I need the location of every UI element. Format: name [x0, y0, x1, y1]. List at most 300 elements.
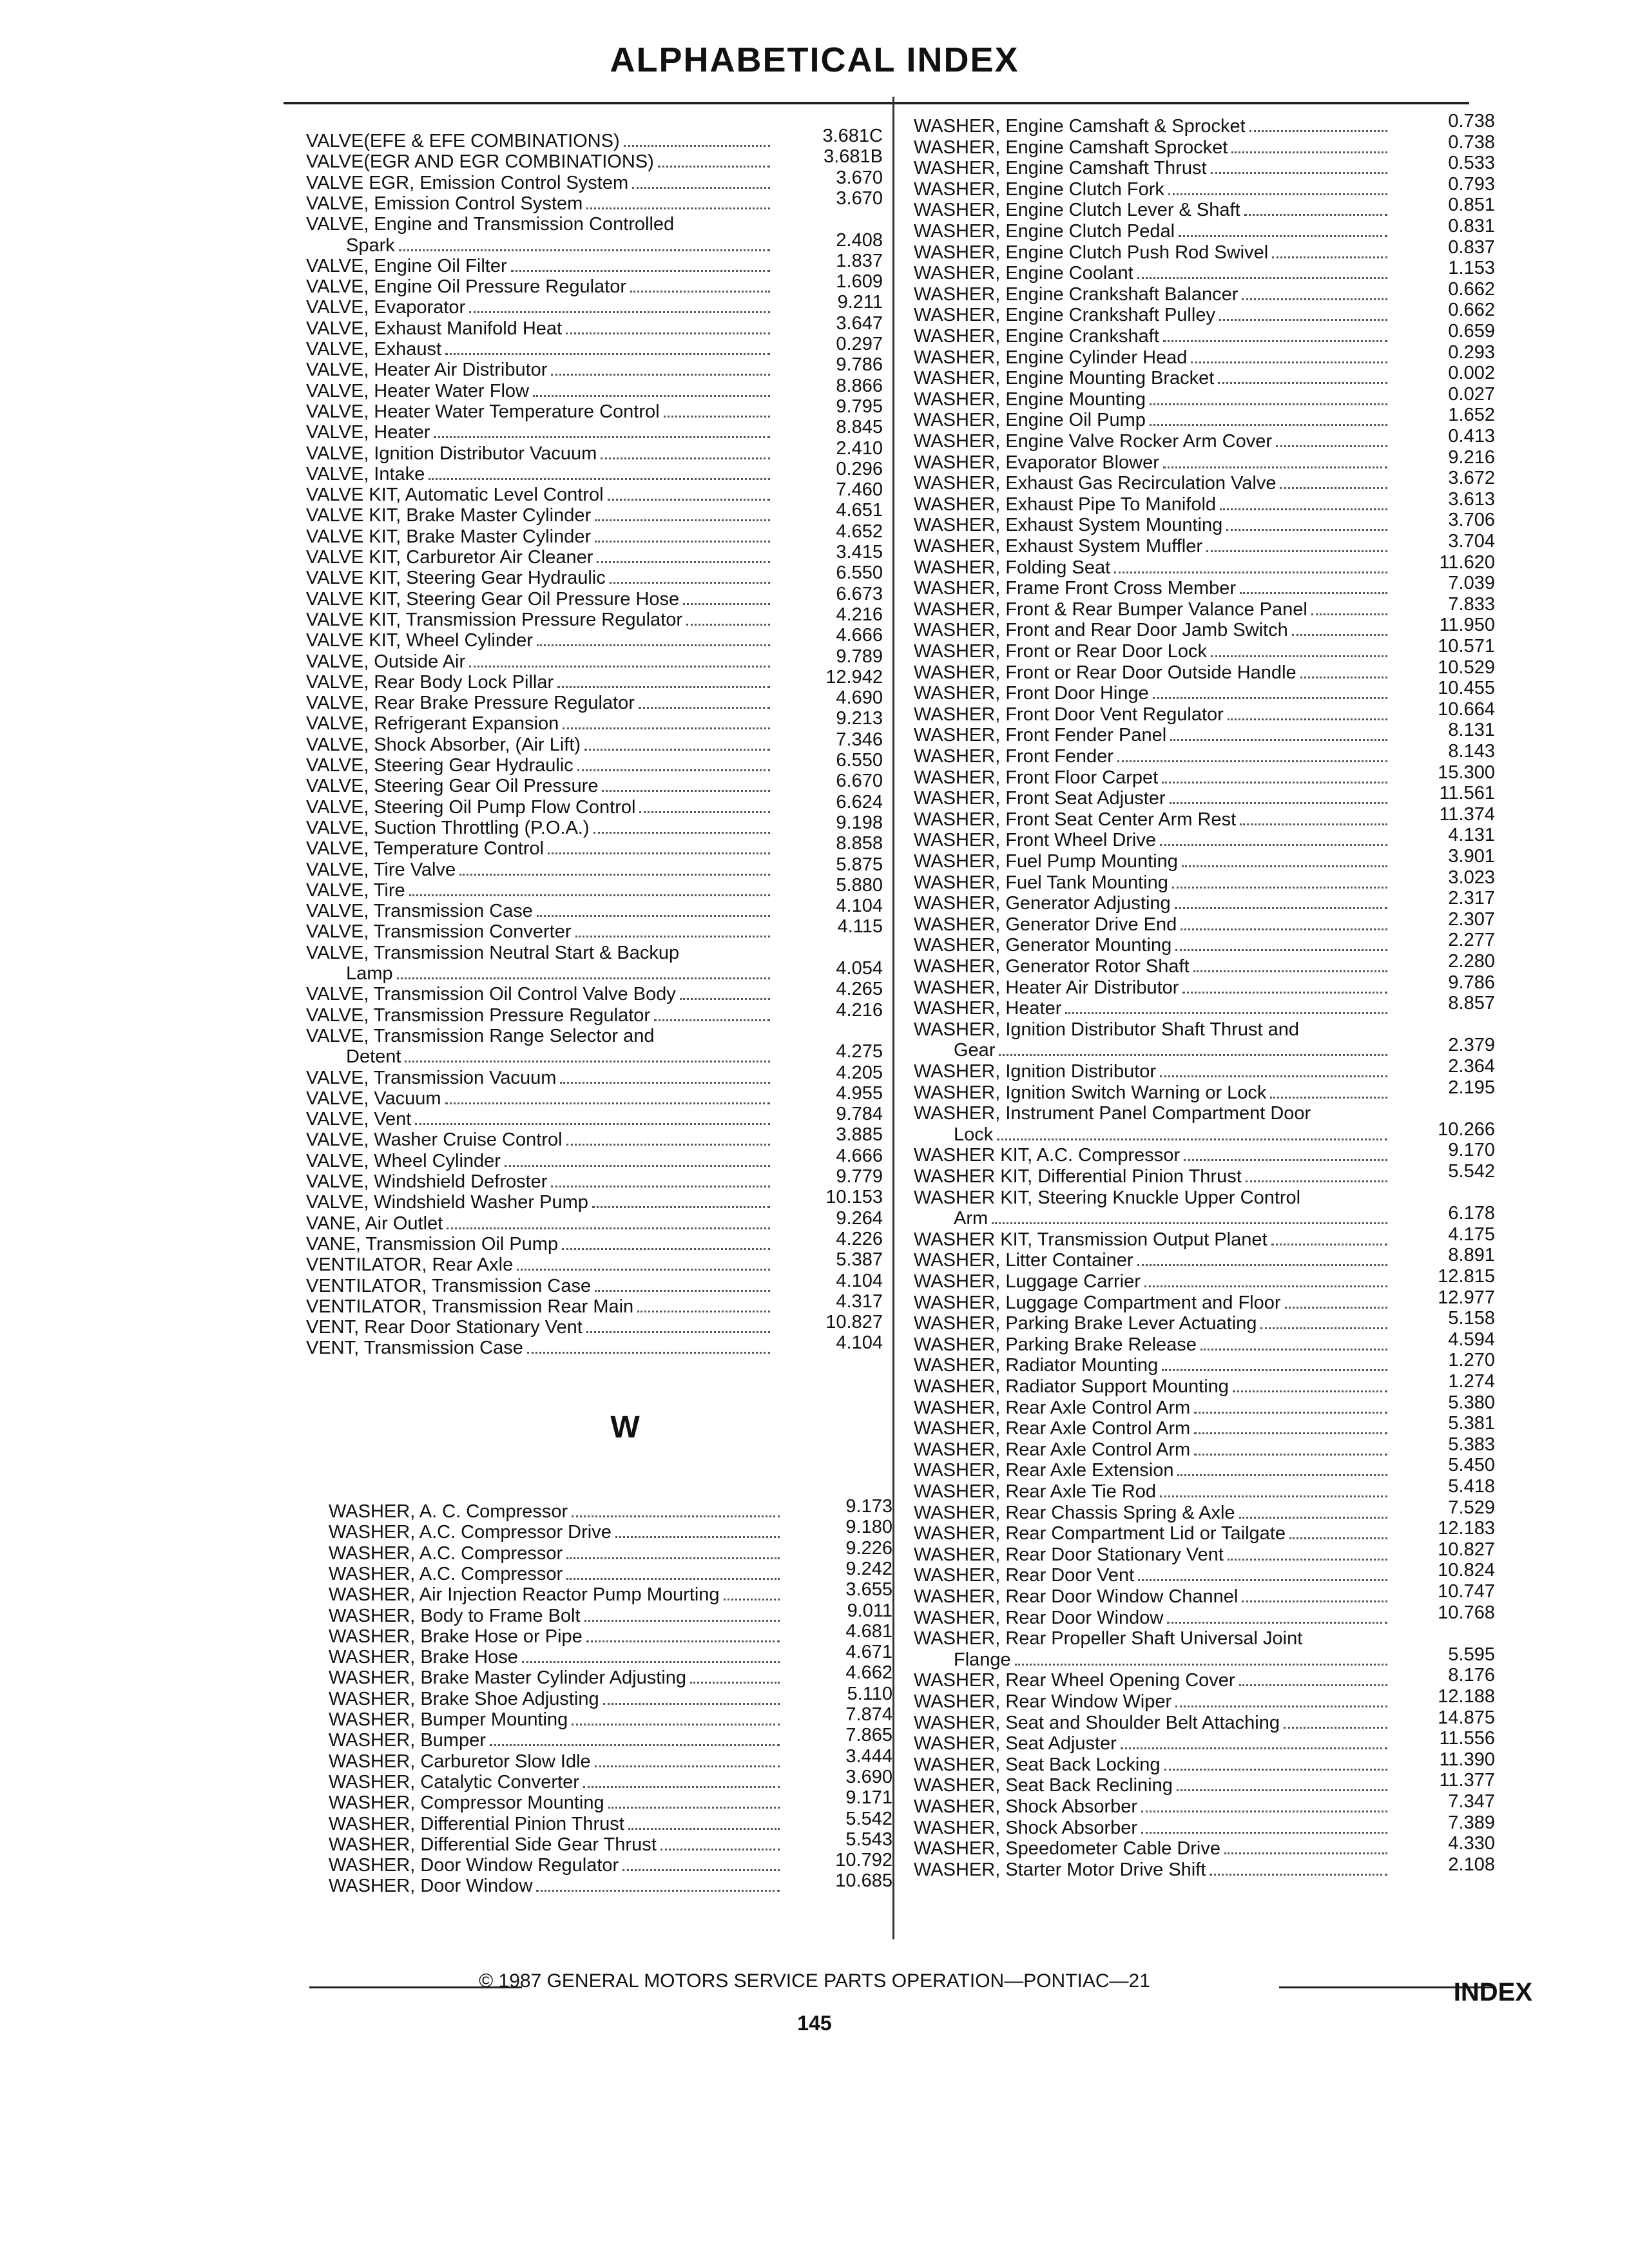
- dot-leader: [639, 811, 770, 813]
- dot-leader: [1289, 1537, 1387, 1539]
- index-entry-name: VALVE, Refrigerant Expansion: [306, 713, 559, 735]
- index-entry-name: VALVE, Heater Air Distributor: [306, 360, 548, 381]
- index-page-ref: 9.170: [1448, 1140, 1495, 1161]
- dot-leader: [566, 1144, 770, 1146]
- index-page-ref: 8.845: [836, 417, 883, 438]
- index-page-ref: 3.885: [836, 1124, 883, 1146]
- index-entry: [306, 1109, 770, 1130]
- index-page-ref: 4.275: [836, 1041, 883, 1062]
- index-entry-name: WASHER, Radiator Support Mounting: [914, 1376, 1229, 1397]
- dot-leader: [445, 1102, 770, 1104]
- dot-leader: [584, 1620, 780, 1622]
- dot-leader: [583, 1786, 780, 1788]
- index-entry: [914, 1313, 1387, 1334]
- index-entry: [306, 963, 770, 985]
- index-entry-name: VALVE KIT, Automatic Level Control: [306, 485, 604, 506]
- index-entry: [914, 935, 1387, 956]
- dot-leader: [660, 1849, 780, 1850]
- dot-leader: [517, 1269, 770, 1271]
- index-entry-name: WASHER, Engine Camshaft Sprocket: [914, 137, 1228, 158]
- index-entry-name: WASHER, Brake Hose: [329, 1647, 518, 1668]
- index-page-ref: 7.460: [836, 479, 883, 501]
- index-page-ref: 4.671: [845, 1642, 892, 1663]
- index-entry-continuation: Gear: [954, 1040, 996, 1061]
- dot-leader: [602, 790, 770, 792]
- index-entry: [329, 1751, 780, 1773]
- index-entry: [914, 242, 1387, 264]
- dot-leader: [997, 1139, 1387, 1140]
- index-entry: [306, 713, 770, 735]
- dot-leader: [624, 145, 770, 147]
- dot-leader: [1162, 782, 1387, 783]
- index-page-ref: 10.747: [1438, 1581, 1495, 1602]
- index-entry: [914, 1208, 1387, 1229]
- index-entry-name: VENT, Rear Door Stationary Vent: [306, 1317, 583, 1338]
- index-entry-name: VANE, Air Outlet: [306, 1213, 443, 1234]
- dot-leader: [1172, 887, 1387, 889]
- index-entry-name: VALVE, Rear Body Lock Pillar: [306, 671, 554, 693]
- dot-leader: [608, 499, 770, 501]
- index-entry: [306, 547, 770, 568]
- index-page-ref: 3.706: [1448, 510, 1495, 531]
- index-page-ref: 9.211: [837, 292, 883, 313]
- index-page-ref: 7.529: [1448, 1497, 1495, 1518]
- index-page-ref: 11.390: [1439, 1749, 1495, 1770]
- index-entry: [306, 610, 770, 631]
- index-entry-name: VALVE, Windshield Defroster: [306, 1171, 548, 1192]
- index-entry: [914, 599, 1387, 620]
- dot-leader: [1270, 1097, 1387, 1099]
- index-entry-name: VANE, Transmission Oil Pump: [306, 1233, 559, 1254]
- index-entry: [914, 1124, 1387, 1146]
- dot-leader: [584, 749, 770, 751]
- index-entry-name: WASHER, Rear Door Window Channel: [914, 1586, 1239, 1607]
- index-entry: [914, 452, 1387, 474]
- index-entry: [914, 578, 1387, 599]
- index-entry-name: WASHER, Shock Absorber: [914, 1817, 1138, 1838]
- index-entry-name: WASHER, Rear Window Wiper: [914, 1691, 1172, 1712]
- dot-leader: [1141, 1811, 1387, 1812]
- index-entry-name: WASHER, Front and Rear Door Jamb Switch: [914, 620, 1288, 641]
- index-entry-continuation: Spark: [346, 235, 395, 256]
- index-entry-name: WASHER, Generator Rotor Shaft: [914, 956, 1190, 977]
- index-entry-name: VALVE, Steering Oil Pump Flow Control: [306, 796, 636, 818]
- index-page-ref: 4.666: [836, 625, 883, 646]
- index-page-ref: 0.296: [836, 458, 883, 479]
- index-entry-name: WASHER, Front Door Hinge: [914, 683, 1149, 704]
- index-page-ref: 12.815: [1438, 1266, 1495, 1287]
- index-entry-name: WASHER, Door Window: [329, 1876, 533, 1897]
- index-entry: [306, 297, 770, 318]
- index-entry: [914, 977, 1387, 999]
- dot-leader: [610, 582, 770, 584]
- dot-leader: [1210, 1874, 1387, 1876]
- index-page-ref: 3.670: [836, 187, 883, 209]
- dot-leader: [1175, 907, 1387, 909]
- index-entry-name: VALVE, Emission Control System: [306, 193, 583, 214]
- dot-leader: [1164, 1769, 1387, 1771]
- index-entry-name: WASHER, Engine Coolant: [914, 263, 1133, 284]
- dot-leader: [537, 644, 770, 646]
- index-entry-name: WASHER, Differential Side Gear Thrust: [329, 1834, 657, 1855]
- index-entry: [914, 641, 1387, 662]
- index-entry-name: VALVE KIT, Brake Master Cylinder: [306, 526, 592, 547]
- index-page-ref: 5.418: [1448, 1476, 1495, 1497]
- index-entry: [306, 276, 770, 298]
- index-page-ref: 0.831: [1448, 216, 1495, 236]
- index-page-ref: 1.609: [836, 271, 883, 293]
- dot-leader: [1121, 1747, 1387, 1749]
- dot-leader: [409, 894, 770, 896]
- index-entry-name: VALVE, Transmission Pressure Regulator: [306, 1004, 651, 1026]
- index-entry-name: WASHER, Rear Axle Control Arm: [914, 1397, 1191, 1418]
- dot-leader: [1246, 1180, 1387, 1182]
- index-entry-name: WASHER, Rear Axle Control Arm: [914, 1439, 1191, 1460]
- index-entry-name: WASHER, Litter Container: [914, 1250, 1133, 1271]
- dot-leader: [490, 1744, 780, 1746]
- index-page-ref: 3.415: [836, 542, 883, 562]
- index-entry-name: VALVE, Heater Water Flow: [306, 380, 529, 401]
- index-entry-name: VALVE, Washer Cruise Control: [306, 1129, 563, 1151]
- index-page-ref: 11.620: [1439, 552, 1495, 573]
- index-entry: [306, 776, 770, 797]
- index-page-ref: 15.300: [1438, 762, 1495, 783]
- index-page-ref: 9.011: [847, 1600, 892, 1621]
- dot-leader: [1160, 844, 1387, 846]
- index-entry-name: WASHER, Engine Crankshaft Pulley: [914, 305, 1215, 326]
- index-entry: [306, 672, 770, 693]
- dot-leader: [429, 478, 770, 480]
- index-page-ref: 1.153: [1448, 258, 1495, 279]
- index-entry-name: WASHER, Fuel Tank Mounting: [914, 872, 1168, 893]
- index-entry: [329, 1584, 780, 1606]
- index-page-ref: 9.226: [845, 1537, 892, 1559]
- index-page-ref: 9.789: [836, 646, 883, 667]
- section-letter: W: [610, 1410, 640, 1445]
- index-page-ref: 2.364: [1448, 1056, 1495, 1077]
- index-entry-name: VALVE KIT, Wheel Cylinder: [306, 630, 533, 651]
- index-entry: [306, 422, 770, 443]
- index-entry-name: VALVE, Temperature Control: [306, 838, 545, 860]
- index-entry-name: VALVE, Transmission Oil Control Valve Body: [306, 984, 676, 1005]
- index-page-ref: 8.891: [1448, 1245, 1495, 1266]
- dot-leader: [1167, 1622, 1387, 1624]
- index-entry-name: WASHER, Front Fender Panel: [914, 725, 1167, 746]
- index-page-ref: 7.039: [1448, 573, 1495, 594]
- index-entry: [914, 431, 1387, 452]
- index-entry-name: WASHER, Catalytic Converter: [329, 1771, 579, 1792]
- index-entry-name: WASHER, Rear Door Window: [914, 1607, 1164, 1628]
- index-entry: [914, 1271, 1387, 1293]
- index-entry: [306, 1192, 770, 1213]
- index-entry-name: WASHER, Starter Motor Drive Shift: [914, 1859, 1206, 1880]
- index-entry-name: WASHER, Engine Clutch Pedal: [914, 221, 1175, 242]
- index-entry: [329, 1709, 780, 1731]
- dot-leader: [566, 1557, 780, 1559]
- index-entry-name: WASHER, Evaporator Blower: [914, 452, 1159, 473]
- dot-leader: [511, 270, 770, 272]
- dot-leader: [1228, 1559, 1387, 1561]
- index-entry-name: VALVE, Wheel Cylinder: [306, 1150, 501, 1171]
- title-rule: [284, 102, 1469, 104]
- index-entry: [914, 1040, 1387, 1061]
- index-entry: [306, 1005, 770, 1026]
- dot-leader: [1240, 823, 1387, 825]
- index-entry-name: WASHER, Parking Brake Release: [914, 1334, 1197, 1355]
- index-page-ref: 0.851: [1448, 195, 1495, 216]
- index-entry-name: WASHER, Front Seat Adjuster: [914, 788, 1166, 809]
- dot-leader: [560, 1082, 770, 1084]
- index-entry: [914, 1293, 1387, 1314]
- dot-leader: [622, 1869, 780, 1871]
- index-entry-name: WASHER, Front or Rear Door Lock: [914, 641, 1207, 662]
- dot-leader: [447, 1227, 770, 1229]
- index-page-ref: 9.173: [845, 1496, 892, 1517]
- index-page-ref: 12.183: [1438, 1518, 1495, 1539]
- index-entry-name: WASHER, Exhaust System Mounting: [914, 515, 1223, 536]
- index-entry: [914, 830, 1387, 851]
- index-page-ref: 0.659: [1448, 321, 1495, 341]
- dot-leader: [577, 769, 770, 771]
- dot-leader: [632, 187, 770, 189]
- index-entry: [914, 1796, 1387, 1818]
- index-entry: [329, 1522, 780, 1543]
- index-entry: [914, 221, 1387, 242]
- dot-leader: [1218, 382, 1387, 384]
- index-entry-name: WASHER, Seat Back Reclining: [914, 1775, 1173, 1796]
- index-page-ref: 2.307: [1448, 908, 1495, 930]
- index-page-ref: 4.955: [836, 1082, 883, 1104]
- dot-leader: [1211, 655, 1387, 657]
- index-entry: [914, 1250, 1387, 1271]
- index-entry: [306, 1068, 770, 1089]
- index-entry: [914, 1565, 1387, 1586]
- dot-leader: [1284, 1727, 1387, 1729]
- index-entry-name: WASHER, Exhaust Gas Recirculation Valve: [914, 473, 1277, 494]
- index-page-ref: 3.901: [1448, 846, 1495, 867]
- index-entry-name: WASHER, Engine Clutch Push Rod Swivel: [914, 242, 1269, 263]
- index-entry-line: WASHER, Rear Propeller Shaft Universal Joint: [914, 1628, 1303, 1649]
- index-entry-continuation: Flange: [954, 1649, 1011, 1670]
- index-entry-name: VALVE, Ignition Distributor Vacuum: [306, 443, 597, 464]
- index-entry: [306, 1151, 770, 1172]
- index-page-ref: 9.216: [1448, 447, 1495, 468]
- index-entry-name: WASHER, Engine Camshaft & Sprocket: [914, 116, 1246, 137]
- index-page-ref: 9.786: [1448, 972, 1495, 993]
- index-entry-name: WASHER, Ignition Distributor: [914, 1061, 1157, 1082]
- index-page-ref: 5.387: [836, 1249, 883, 1271]
- index-page-ref: 4.330: [1448, 1833, 1495, 1854]
- index-entry-name: VALVE KIT, Steering Gear Oil Pressure Hose: [306, 588, 680, 610]
- dot-leader: [1170, 739, 1387, 741]
- index-entry: [329, 1606, 780, 1627]
- index-entry-name: WASHER, Generator Mounting: [914, 935, 1172, 956]
- index-page-ref: 3.670: [836, 167, 883, 188]
- index-page-ref: 7.347: [1448, 1791, 1495, 1812]
- index-entry: [914, 809, 1387, 831]
- index-entry: [914, 326, 1387, 347]
- index-entry-name: WASHER, Rear Door Vent: [914, 1565, 1135, 1586]
- index-page-ref: 4.115: [837, 916, 883, 937]
- section-tag: INDEX: [1453, 1978, 1532, 2006]
- index-entry-name: VALVE EGR, Emission Control System: [306, 172, 629, 193]
- index-entry: [914, 410, 1387, 431]
- dot-leader: [1194, 1454, 1387, 1456]
- index-entry: [914, 1523, 1387, 1544]
- index-entry: [914, 389, 1387, 410]
- index-page-ref: 5.595: [1448, 1644, 1495, 1665]
- index-entry-continuation: Detent: [346, 1046, 401, 1068]
- index-entry-name: WASHER, Front Floor Carpet: [914, 767, 1159, 788]
- dot-leader: [397, 977, 770, 979]
- index-entry-name: VENTILATOR, Transmission Case: [306, 1275, 592, 1296]
- index-entry: [306, 173, 770, 194]
- index-page-ref: 0.837: [1448, 236, 1495, 258]
- index-entry: [914, 284, 1387, 305]
- index-entry: [306, 235, 770, 256]
- index-page-ref: 3.444: [845, 1745, 892, 1767]
- index-entry: [914, 746, 1387, 767]
- dot-leader: [683, 603, 770, 605]
- index-entry-name: WASHER, Front & Rear Bumper Valance Panel: [914, 599, 1307, 620]
- index-page-ref: 10.153: [825, 1187, 883, 1208]
- index-entry-name: VALVE, Intake: [306, 463, 425, 485]
- index-page-ref: 7.865: [845, 1725, 892, 1746]
- dot-leader: [1181, 928, 1387, 930]
- index-entry: [914, 893, 1387, 914]
- index-entry: [306, 1213, 770, 1235]
- dot-leader: [1276, 445, 1387, 447]
- index-page-ref: 10.685: [835, 1870, 892, 1892]
- dot-leader: [630, 291, 770, 293]
- index-page-ref: 2.277: [1448, 930, 1495, 951]
- dot-leader: [1249, 130, 1387, 132]
- index-entry: [914, 1355, 1387, 1376]
- index-entry-name: WASHER, Engine Valve Rocker Arm Cover: [914, 431, 1273, 452]
- index-entry: [329, 1730, 780, 1751]
- dot-leader: [586, 1331, 770, 1333]
- index-page-ref: 10.455: [1438, 678, 1495, 699]
- dot-leader: [563, 727, 770, 729]
- dot-leader: [1177, 1789, 1387, 1791]
- dot-leader: [1219, 319, 1387, 321]
- index-entry-name: WASHER, Luggage Carrier: [914, 1271, 1141, 1292]
- index-page-ref: 4.666: [836, 1145, 883, 1166]
- index-page-ref: 1.270: [1448, 1350, 1495, 1371]
- index-entry-name: WASHER KIT, Transmission Output Planet: [914, 1229, 1268, 1250]
- index-entry: [306, 818, 770, 839]
- index-entry-name: WASHER, Front Seat Center Arm Rest: [914, 809, 1237, 830]
- index-entry-name: VALVE, Transmission Vacuum: [306, 1067, 557, 1088]
- dot-leader: [1194, 1412, 1387, 1414]
- dot-leader: [575, 936, 770, 937]
- index-entry: [914, 1398, 1387, 1419]
- index-page-ref: 8.176: [1448, 1665, 1495, 1686]
- index-page-ref: 4.216: [836, 604, 883, 625]
- index-entry-name: VALVE, Shock Absorber, (Air Lift): [306, 734, 581, 755]
- dot-leader: [551, 374, 770, 376]
- index-entry-name: WASHER, Engine Oil Pump: [914, 410, 1146, 431]
- index-entry-name: WASHER, Front or Rear Door Outside Handle: [914, 662, 1296, 683]
- index-entry-name: WASHER, Ignition Switch Warning or Lock: [914, 1082, 1267, 1103]
- index-page-ref: 9.180: [845, 1517, 892, 1538]
- index-entry: [914, 1608, 1387, 1629]
- index-page-ref: 6.624: [836, 791, 883, 812]
- dot-leader: [593, 832, 770, 834]
- dot-leader: [405, 1061, 770, 1062]
- dot-leader: [1153, 697, 1387, 699]
- index-entry: [914, 158, 1387, 179]
- dot-leader: [1260, 1327, 1387, 1329]
- index-entry: [914, 683, 1387, 704]
- index-page-ref: 4.175: [1448, 1224, 1495, 1245]
- index-entry: [914, 662, 1387, 684]
- index-entry: [306, 630, 770, 651]
- index-page-ref: 2.317: [1448, 888, 1495, 909]
- index-entry-name: VALVE, Transmission Converter: [306, 921, 572, 943]
- dot-leader: [566, 332, 770, 334]
- dot-leader: [601, 457, 770, 459]
- index-entry: [914, 1649, 1387, 1671]
- dot-leader: [1194, 1432, 1387, 1434]
- dot-leader: [1233, 1390, 1387, 1392]
- index-page-ref: 2.379: [1448, 1035, 1495, 1056]
- dot-leader: [572, 1515, 780, 1517]
- index-page-ref: 3.613: [1448, 488, 1495, 510]
- index-page-ref: 5.380: [1448, 1392, 1495, 1413]
- index-page-ref: 5.542: [1448, 1161, 1495, 1182]
- index-entry: [914, 788, 1387, 809]
- dot-leader: [415, 1123, 770, 1125]
- dot-leader: [1231, 151, 1387, 153]
- index-entry-name: WASHER, Engine Clutch Lever & Shaft: [914, 200, 1240, 221]
- index-page-ref: 5.158: [1448, 1308, 1495, 1329]
- index-page-ref: 1.837: [836, 250, 883, 271]
- index-entry: [306, 193, 770, 215]
- index-page-ref: 8.131: [1448, 720, 1495, 741]
- index-entry: [914, 767, 1387, 789]
- dot-leader: [562, 1248, 770, 1250]
- index-entry: [914, 1713, 1387, 1734]
- index-page-ref: 12.977: [1438, 1287, 1495, 1308]
- dot-leader: [527, 1352, 770, 1354]
- index-entry: [306, 1317, 770, 1338]
- dot-leader: [1184, 1159, 1387, 1161]
- index-entry: [306, 1046, 770, 1068]
- index-entry: [306, 984, 770, 1005]
- index-entry: [914, 179, 1387, 200]
- index-entry: [329, 1667, 780, 1689]
- index-page-ref: 4.662: [845, 1662, 892, 1684]
- index-page-ref: 0.662: [1448, 300, 1495, 321]
- index-page-ref: 10.827: [825, 1312, 883, 1333]
- dot-leader: [434, 436, 770, 438]
- dot-leader: [1292, 634, 1387, 636]
- index-page-ref: 9.784: [836, 1104, 883, 1125]
- index-entry-name: WASHER, Folding Seat: [914, 557, 1111, 578]
- index-entry: [306, 921, 770, 943]
- dot-leader: [1137, 1264, 1387, 1266]
- dot-leader: [992, 1222, 1387, 1224]
- index-page-ref: 6.178: [1448, 1203, 1495, 1224]
- index-page-ref: 0.027: [1448, 383, 1495, 405]
- index-entry: [306, 755, 770, 776]
- index-page-ref: 9.213: [836, 708, 883, 729]
- dot-leader: [1311, 613, 1387, 615]
- index-page-ref: 11.561: [1439, 783, 1495, 804]
- index-entry-name: WASHER, Rear Chassis Spring & Axle: [914, 1502, 1235, 1523]
- index-entry-name: WASHER, Bumper Mounting: [329, 1709, 568, 1730]
